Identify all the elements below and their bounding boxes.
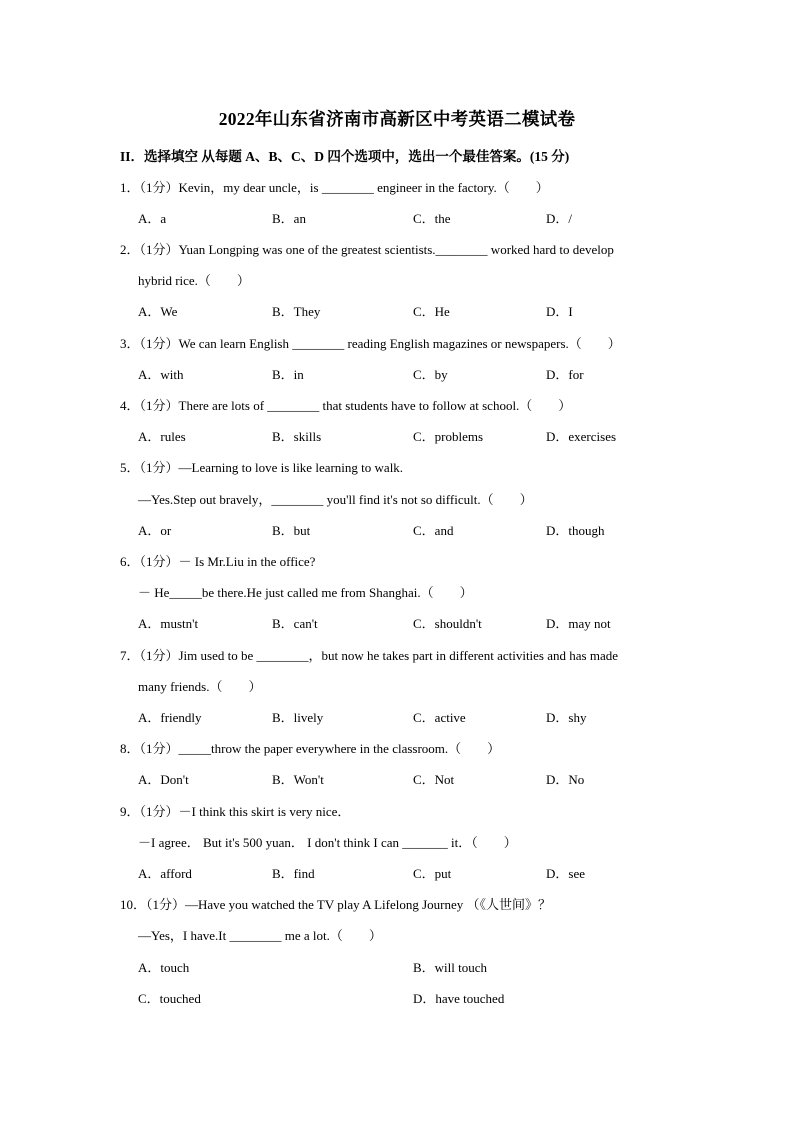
question-4-option-d[interactable]: D．exercises [546,429,617,444]
question-2-option-a[interactable]: A．We [138,304,178,319]
section-heading: II．选择填空 从每题 A、B、C、D 四个选项中，选出一个最佳答案。(15 分) [120,149,570,164]
question-9-stem: 9．（1分）－I think this skirt is very nice． [120,804,351,819]
question-8-option-b[interactable]: B．Won't [272,772,324,787]
question-5-option-b[interactable]: B．but [272,523,311,538]
page-title: 2022年山东省济南市高新区中考英语二模试卷 [218,109,576,129]
question-9-option-c[interactable]: C．put [413,866,452,881]
question-6-option-a[interactable]: A．mustn't [138,616,199,631]
question-6-option-b[interactable]: B．can't [272,616,318,631]
question-2-option-b[interactable]: B．They [272,304,321,319]
question-7-option-d[interactable]: D．shy [546,710,587,725]
question-1-option-c[interactable]: C．the [413,211,451,226]
question-9-continuation: －I agree． But it's 500 yuan． I don't think I can _______ it．（ ） [138,835,517,850]
question-5-option-c[interactable]: C．and [413,523,454,538]
question-3-stem: 3．（1分）We can learn English ________ reading English magazines or newspapers.（ ） [120,336,621,351]
question-7-continuation: many friends.（ ） [138,679,262,694]
question-7-option-a[interactable]: A．friendly [138,710,202,725]
question-10-option-d[interactable]: D．have touched [413,991,505,1006]
question-2-option-d[interactable]: D．I [546,304,573,319]
question-7-option-b[interactable]: B．lively [272,710,324,725]
question-2-option-c[interactable]: C．He [413,304,450,319]
question-2-continuation: hybrid rice.（ ） [138,273,250,288]
question-6-stem: 6．（1分）－ Is Mr.Liu in the office? [120,554,316,569]
question-4-stem: 4．（1分）There are lots of ________ that students have to follow at school.（ ） [120,398,572,413]
question-6-continuation: － He_____be there.He just called me from Shanghai.（ ） [138,585,473,600]
question-5-stem: 5．（1分）—Learning to love is like learning to walk. [120,460,404,475]
question-1-option-b[interactable]: B．an [272,211,306,226]
question-4-option-b[interactable]: B．skills [272,429,322,444]
question-4-option-a[interactable]: A．rules [138,429,186,444]
question-1-stem: 1．（1分）Kevin，my dear uncle，is ________ engineer in the factory.（ ） [120,180,549,195]
question-5-option-a[interactable]: A．or [138,523,172,538]
question-9-option-a[interactable]: A．afford [138,866,192,881]
question-10-continuation: —Yes，I have.It ________ me a lot.（ ） [138,928,382,943]
question-10-option-c[interactable]: C．touched [138,991,201,1006]
question-9-option-d[interactable]: D．see [546,866,585,881]
question-8-option-a[interactable]: A．Don't [138,772,189,787]
question-7-option-c[interactable]: C．active [413,710,466,725]
question-9-option-b[interactable]: B．find [272,866,315,881]
question-3-option-a[interactable]: A．with [138,367,184,382]
question-10-option-b[interactable]: B．will touch [413,960,488,975]
question-2-stem: 2．（1分）Yuan Longping was one of the greatest scientists.________ worked hard to develop [120,242,614,257]
question-8-option-c[interactable]: C．Not [413,772,455,787]
question-8-stem: 8．（1分）_____throw the paper everywhere in the classroom.（ ） [120,741,501,756]
question-10-stem: 10．（1分）—Have you watched the TV play A Lifelong Journey （《人世间》？ [120,897,551,912]
question-3-option-d[interactable]: D．for [546,367,584,382]
question-5-continuation: —Yes.Step out bravely，________ you'll find it's not so difficult.（ ） [138,492,533,507]
question-5-option-d[interactable]: D．though [546,523,605,538]
question-6-option-c[interactable]: C．shouldn't [413,616,482,631]
question-1-option-a[interactable]: A．a [138,211,167,226]
question-1-option-d[interactable]: D．/ [546,211,573,226]
question-7-stem: 7．（1分）Jim used to be ________，but now he takes part in different activities and has made [120,648,618,663]
question-3-option-c[interactable]: C．by [413,367,448,382]
question-10-option-a[interactable]: A．touch [138,960,190,975]
question-4-option-c[interactable]: C．problems [413,429,484,444]
question-6-option-d[interactable]: D．may not [546,616,611,631]
question-3-option-b[interactable]: B．in [272,367,304,382]
question-8-option-d[interactable]: D．No [546,772,585,787]
